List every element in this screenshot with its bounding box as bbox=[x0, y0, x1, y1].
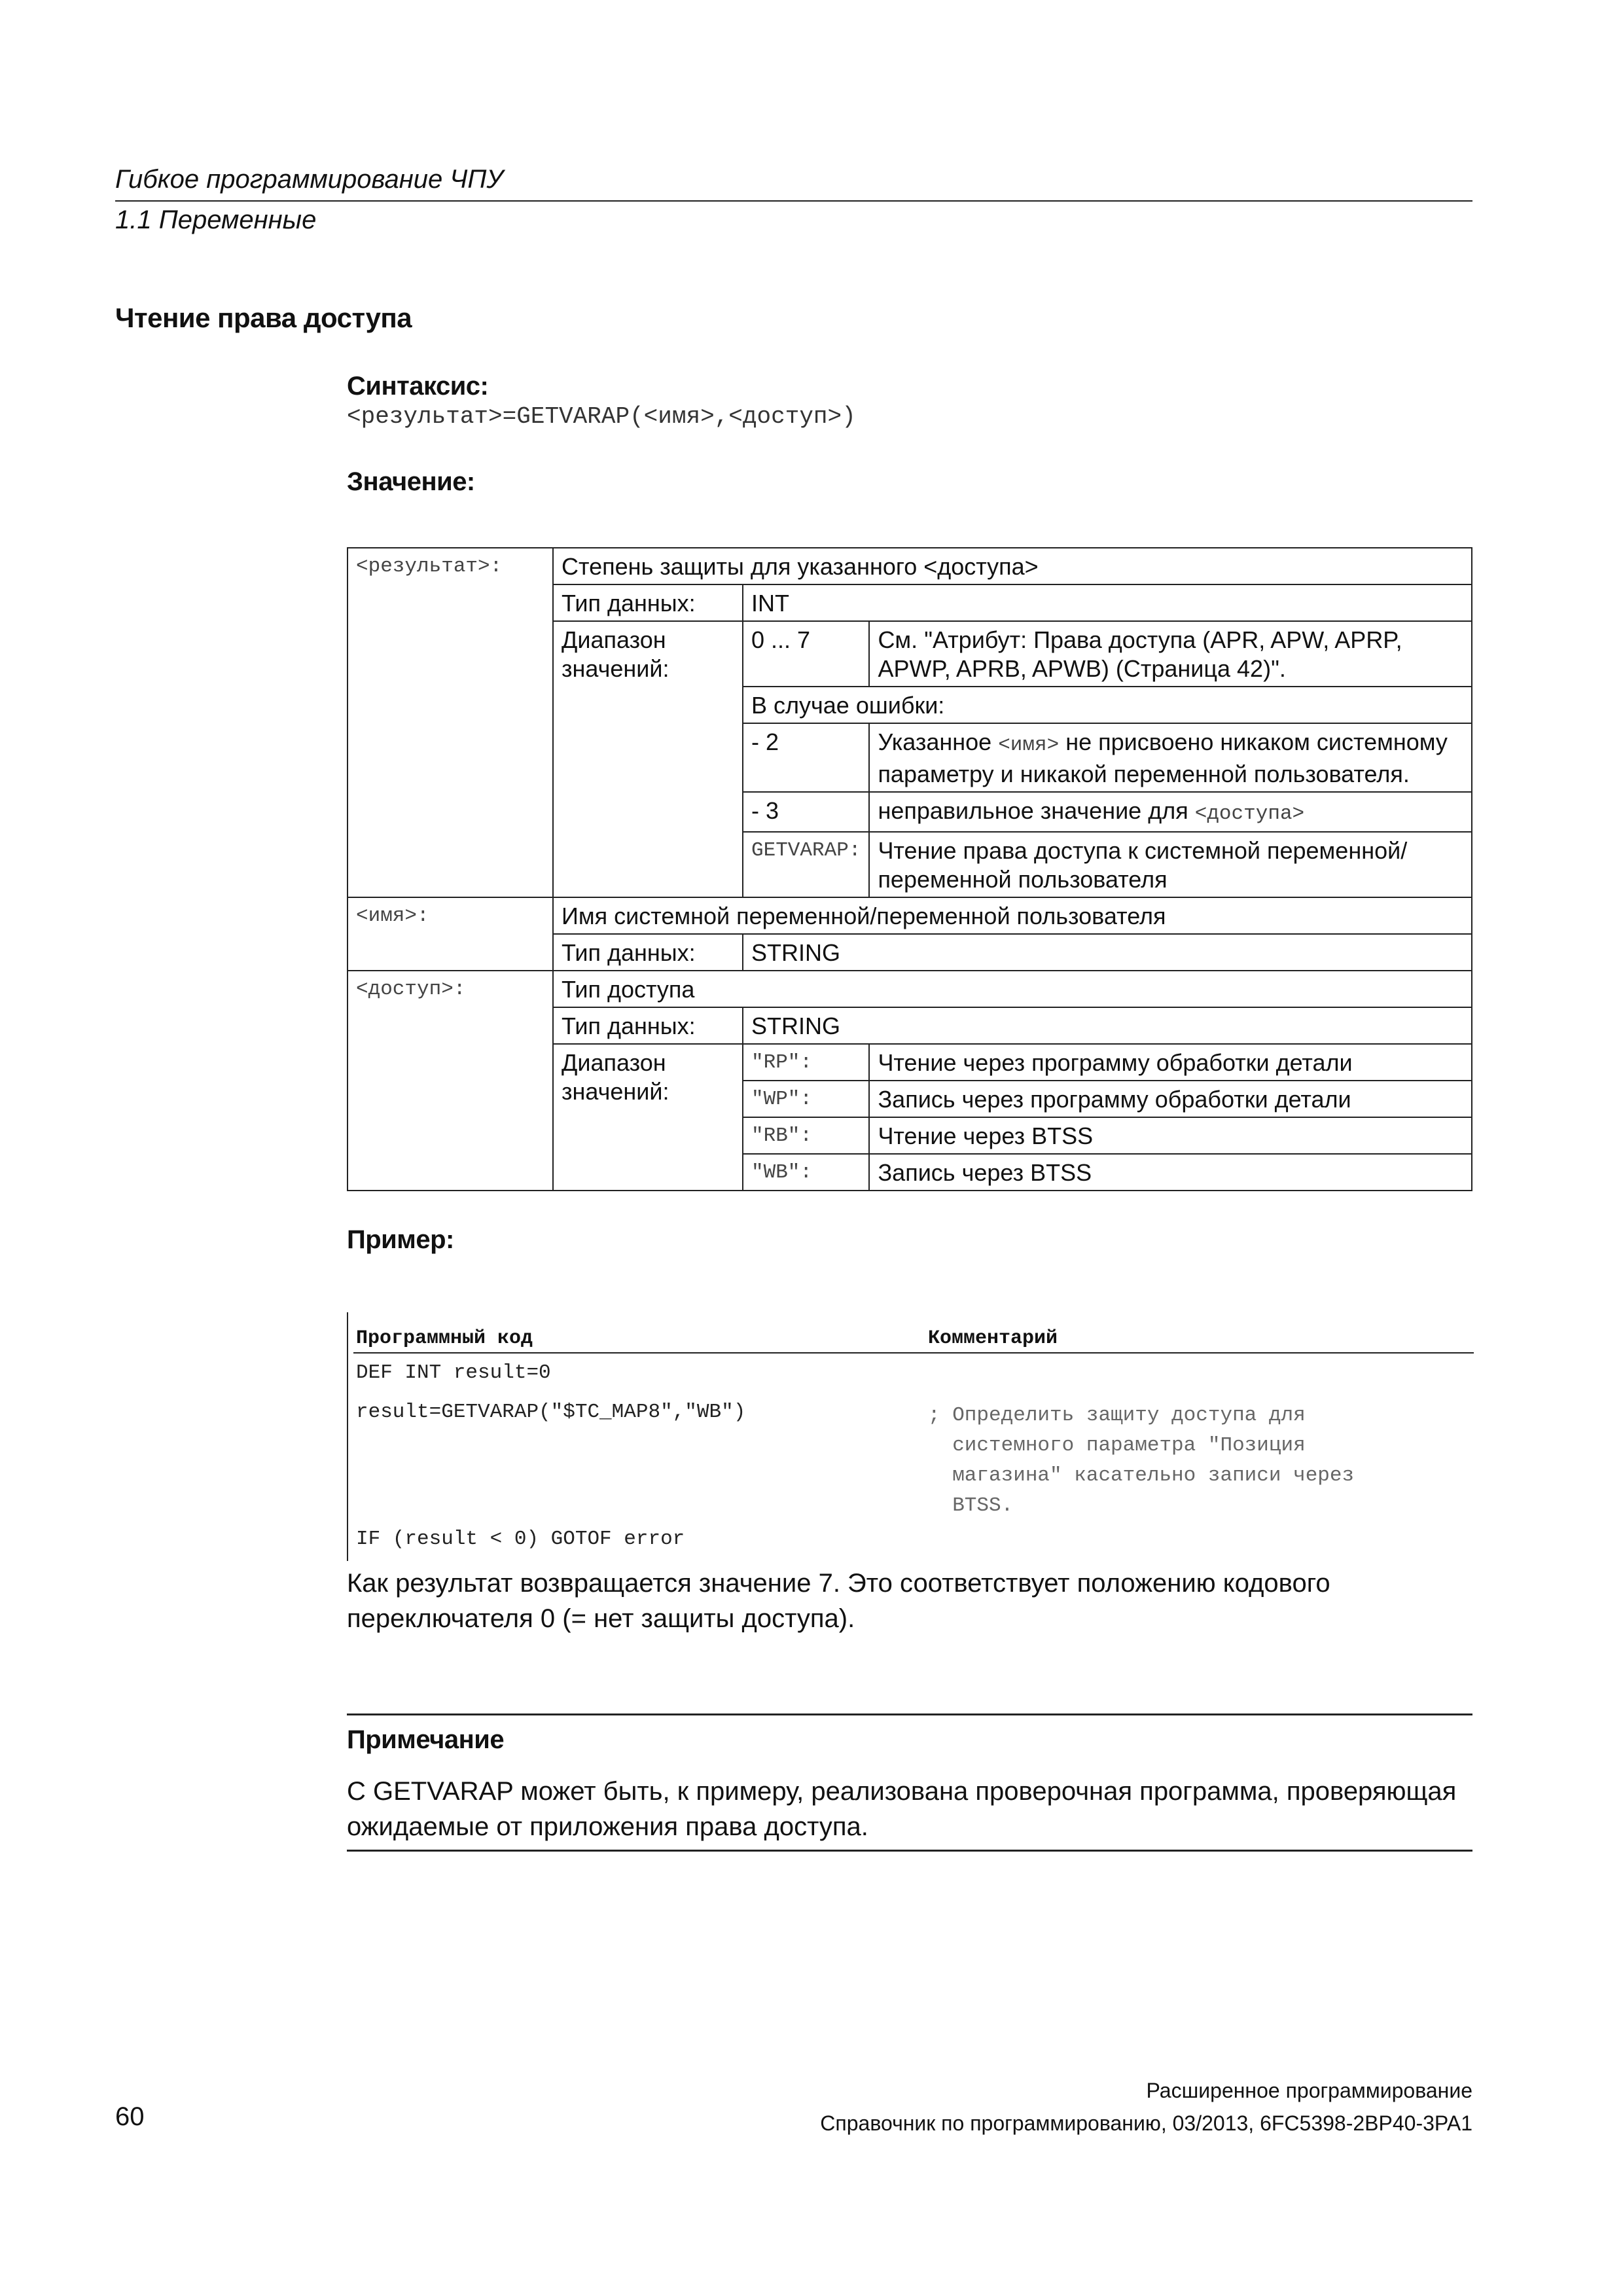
syntax-label: Синтаксис: bbox=[347, 372, 489, 401]
code-header-rule bbox=[353, 1352, 1474, 1354]
param-getvarap: GETVARAP: bbox=[743, 832, 869, 897]
code-line: result=GETVARAP("$TC_MAP8","WB") bbox=[356, 1401, 746, 1424]
meaning-label: Значение: bbox=[347, 467, 475, 496]
table-row bbox=[348, 897, 1472, 934]
header-rule bbox=[115, 200, 1472, 202]
section-heading: Чтение права доступа bbox=[115, 302, 412, 333]
option-desc: Чтение через программу обработки детали bbox=[869, 1044, 1472, 1081]
error-desc: неправильное значение для <доступа> bbox=[869, 792, 1472, 832]
code-comment: ; Определить защиту доступа для системного параметра "Позиция магазина" касательно записи через BTSS. bbox=[928, 1404, 1355, 1517]
running-header-title: Гибкое программирование ЧПУ bbox=[115, 165, 503, 194]
page-number: 60 bbox=[115, 2102, 145, 2131]
error-code: - 2 bbox=[743, 723, 869, 792]
note-title: Примечание bbox=[347, 1725, 505, 1754]
note-text: С GETVARAP может быть, к примеру, реализована проверочная программа, проверяющая ожидаемые от приложения права доступа. bbox=[347, 1777, 1457, 1841]
error-label: В случае ошибки: bbox=[743, 687, 1472, 723]
parameter-table bbox=[347, 547, 1472, 1191]
range-value: 0 ... 7 bbox=[743, 621, 869, 687]
name-desc: Имя системной переменной/переменной пользователя bbox=[553, 897, 1472, 934]
range-label: Диапазон значений: bbox=[553, 1044, 743, 1191]
datatype-label: Тип данных: bbox=[553, 1007, 743, 1044]
note-top-rule bbox=[347, 1713, 1472, 1715]
result-paragraph: Как результат возвращается значение 7. Это соответствует положению кодового переключателя 0 (= нет защиты доступа). bbox=[347, 1569, 1330, 1633]
datatype-string: STRING bbox=[743, 934, 1472, 971]
table-row bbox=[348, 548, 1472, 584]
note-bottom-rule bbox=[347, 1850, 1472, 1852]
param-name: <имя>: bbox=[348, 897, 553, 971]
comment-column-header: Комментарий bbox=[928, 1327, 1058, 1350]
option-desc: Запись через BTSS bbox=[869, 1154, 1472, 1191]
datatype-label: Тип данных: bbox=[553, 934, 743, 971]
code-block-bar bbox=[347, 1312, 348, 1561]
code-line: IF (result < 0) GOTOF error bbox=[356, 1528, 685, 1551]
access-desc: Тип доступа bbox=[553, 971, 1472, 1007]
example-label: Пример: bbox=[347, 1225, 454, 1254]
param-access: <доступ>: bbox=[348, 971, 553, 1191]
option-code: "RP": bbox=[743, 1044, 869, 1081]
range-label: Диапазон значений: bbox=[553, 621, 743, 897]
datatype-label: Тип данных: bbox=[553, 584, 743, 621]
footer-line2: Справочник по программированию, 03/2013, 6FC5398-2BP40-3PA1 bbox=[820, 2111, 1472, 2135]
result-desc: Степень защиты для указанного <доступа> bbox=[553, 548, 1472, 584]
code-column-header: Программный код bbox=[356, 1327, 533, 1350]
option-code: "WB": bbox=[743, 1154, 869, 1191]
datatype-string: STRING bbox=[743, 1007, 1472, 1044]
param-result: <результат>: bbox=[348, 548, 553, 897]
range-desc: См. "Атрибут: Права доступа (APR, APW, APRP, APWP, APRB, APWB) (Страница 42)". bbox=[869, 621, 1472, 687]
syntax-code: <результат>=GETVARAP(<имя>,<доступ>) bbox=[347, 403, 856, 430]
running-header-section: 1.1 Переменные bbox=[115, 206, 317, 234]
error-desc: Указанное <имя> не присвоено никаком системному параметру и никакой переменной пользователя. bbox=[869, 723, 1472, 792]
option-code: "WP": bbox=[743, 1081, 869, 1117]
getvarap-desc: Чтение права доступа к системной переменной/переменной пользователя bbox=[869, 832, 1472, 897]
error-code: - 3 bbox=[743, 792, 869, 832]
table-row bbox=[348, 971, 1472, 1007]
footer-line1: Расширенное программирование bbox=[1146, 2079, 1472, 2102]
datatype-int: INT bbox=[743, 584, 1472, 621]
code-line: DEF INT result=0 bbox=[356, 1361, 551, 1384]
option-code: "RB": bbox=[743, 1117, 869, 1154]
option-desc: Чтение через BTSS bbox=[869, 1117, 1472, 1154]
option-desc: Запись через программу обработки детали bbox=[869, 1081, 1472, 1117]
